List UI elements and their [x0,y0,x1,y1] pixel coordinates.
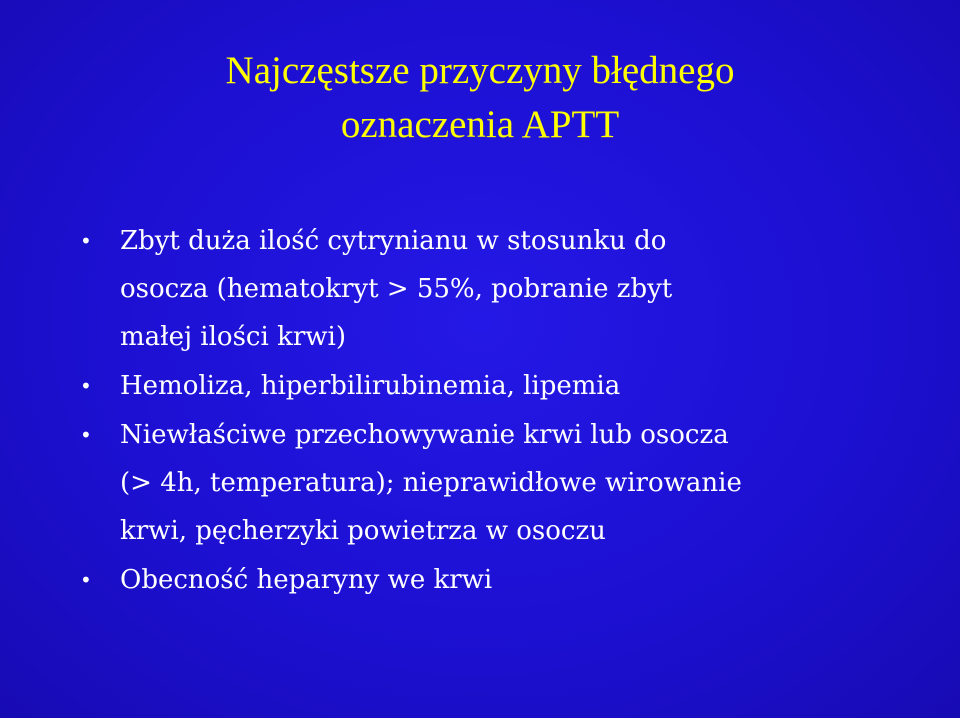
slide-title-line-1: Najczęstsze przyczyny błędnego [225,49,735,92]
bullet-dot-icon: • [80,423,92,447]
bullet-text-line: Niewłaściwe przechowywanie krwi lub osocza [120,420,729,450]
bullet-list [80,217,900,604]
slide-title-line-2: oznaczenia APTT [340,103,620,146]
bullet-dot-icon: • [80,229,92,253]
bullet-item-heparin [80,556,900,604]
bullet-text-line: Hemoliza, hiperbilirubinemia, lipemia [120,371,621,401]
bullet-text-line: małej ilości krwi) [120,322,346,352]
bullet-text-line: osocza (hematokryt > 55%, pobranie zbyt [120,274,673,304]
bullet-item-storage [80,411,900,555]
bullet-text-line: (> 4h, temperatura); nieprawidłowe wirowanie [120,468,742,498]
bullet-item-citrate [80,217,900,361]
bullet-text-line: Obecność heparyny we krwi [120,565,493,595]
bullet-text-line: krwi, pęcherzyki powietrza w osoczu [120,516,606,546]
slide-title [100,44,860,152]
bullet-item-hemolysis [80,362,900,410]
bullet-dot-icon: • [80,568,92,592]
bullet-text-line: Zbyt duża ilość cytrynianu w stosunku do [120,226,667,256]
bullet-dot-icon: • [80,374,92,398]
